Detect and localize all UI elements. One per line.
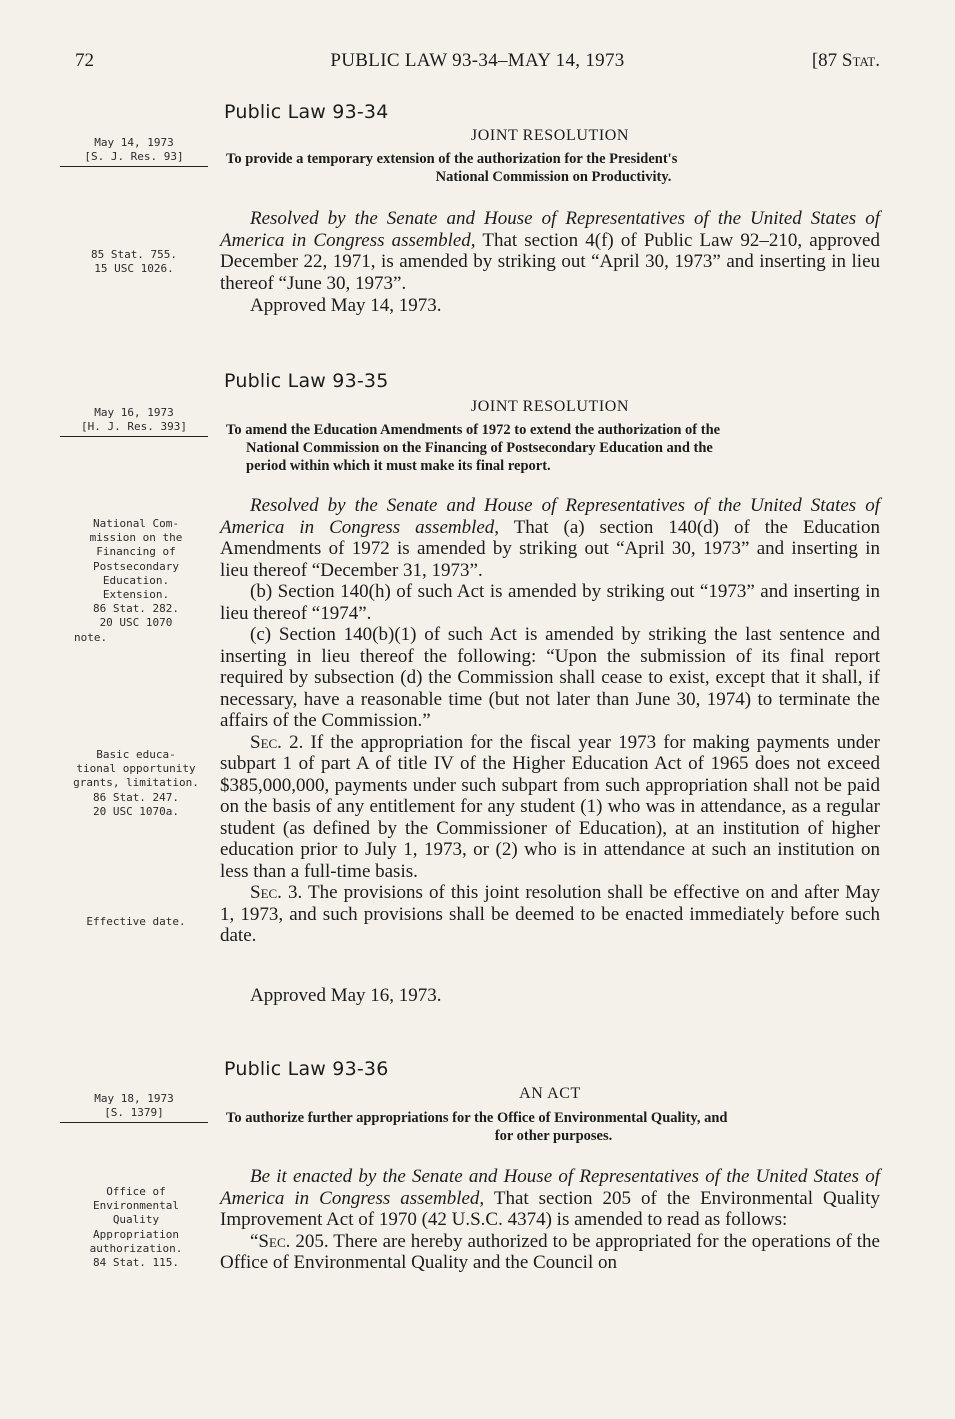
purpose-line-2: for other purposes. bbox=[494, 1128, 613, 1144]
note-line: Extension. bbox=[102, 588, 170, 602]
note-line: note. bbox=[74, 630, 108, 644]
resolving-clause: Resolved by the Senate and House of Representatives of the United States of America in Congress assembled, bbox=[220, 208, 880, 251]
joint-resolution-heading-93-35: JOINT RESOLUTION bbox=[470, 398, 630, 415]
note-line: Basic educa- bbox=[96, 748, 176, 761]
note-line: authorization. bbox=[89, 1241, 183, 1255]
approved-93-34: Approved May 14, 1973. bbox=[250, 295, 442, 316]
note-line: mission on the bbox=[89, 531, 183, 545]
note-line: Environmental bbox=[92, 1199, 180, 1213]
purpose-93-36 bbox=[226, 1109, 881, 1145]
note-line: Postsecondary bbox=[92, 559, 180, 573]
statute-abbrev: Stat. bbox=[841, 50, 880, 71]
sec-2-text: If the appropriation for the fiscal year 1973 for making payments under subpart 1 of part A of title IV of the Higher Education Act of 1965 does not exceed $385,000,000, payments under such subpart from such appropriation shall not be paid on the basis of any entitlement for any student (1) who was in attendance, as a regular student (as defined by the Commissioner of Education), at an institution of higher education prior to July 1, 1973, or (2) who is in attendance at such an institution on less than a full-time basis. bbox=[220, 731, 881, 882]
note-line: 20 USC 1070 bbox=[99, 616, 173, 630]
note-line: Appropriation bbox=[92, 1227, 180, 1241]
margin-note-effective-date: Effective date. bbox=[86, 915, 186, 928]
note-line: Education. bbox=[102, 573, 170, 587]
joint-resolution-heading-93-34: JOINT RESOLUTION bbox=[470, 127, 630, 144]
page-number: 72 bbox=[75, 50, 94, 71]
sec-205-label: “Sec. 205. bbox=[250, 1230, 329, 1252]
body-93-36 bbox=[220, 1166, 880, 1274]
purpose-line-2: National Commission on Productivity. bbox=[435, 169, 672, 185]
running-head-title: PUBLIC LAW 93-34–MAY 14, 1973 bbox=[330, 50, 625, 71]
purpose-line-1: To authorize further appropriations for the Office of Environmental Quality, and bbox=[226, 1110, 728, 1126]
body-93-35 bbox=[220, 495, 880, 947]
purpose-93-35 bbox=[226, 421, 881, 475]
margin-note-environmental bbox=[60, 1185, 212, 1270]
purpose-line-1: To amend the Education Amendments of 1972 to extend the authorization of the bbox=[226, 422, 721, 438]
law-title-93-36: Public Law 93-36 bbox=[224, 1058, 389, 1080]
statute-reference bbox=[770, 50, 880, 72]
sec-205-text: There are hereby authorized to be appropriated for the operations of the Office of Environmental Quality and the Council on bbox=[220, 1230, 880, 1273]
note-line: 86 Stat. 247. bbox=[92, 790, 180, 804]
margin-note-commission bbox=[60, 517, 212, 645]
note-line: Financing of bbox=[96, 545, 176, 559]
enacting-clause: Be it enacted by the Senate and House of Representatives of the United States of America in Congress assembled, bbox=[220, 1166, 880, 1209]
purpose-line-1: To provide a temporary extension of the authorization for the President's bbox=[226, 151, 678, 167]
purpose-93-34 bbox=[226, 150, 881, 186]
law-title-93-34: Public Law 93-34 bbox=[224, 101, 389, 123]
body-text: That section 205 of the Environmental Quality Improvement Act of 1970 (42 U.S.C. 4374) is amended to read as follows: bbox=[220, 1187, 880, 1230]
statute-prefix: [87 bbox=[811, 50, 842, 71]
act-heading-93-36: AN ACT bbox=[519, 1085, 581, 1102]
para-a: That (a) section 140(d) of the Education Amendments of 1972 is amended by striking out “April 30, 1973” and inserting in lieu thereof “December 31, 1973”. bbox=[220, 516, 880, 581]
note-line: 15 USC 1026. bbox=[94, 262, 174, 275]
margin-note-93-34 bbox=[64, 248, 204, 276]
body-93-34 bbox=[220, 208, 880, 294]
note-line: 85 Stat. 755. bbox=[90, 248, 178, 261]
note-line: tional opportunity bbox=[76, 762, 196, 776]
resolving-clause: Resolved by the Senate and House of Representatives of the United States of America in Congress assembled, bbox=[220, 495, 880, 538]
margin-date-93-35: May 16, 1973 bbox=[94, 406, 174, 419]
note-line: grants, limitation. bbox=[73, 776, 199, 790]
purpose-line-2: National Commission on the Financing of Postsecondary Education and the bbox=[246, 440, 713, 456]
note-line: Quality bbox=[112, 1213, 160, 1227]
approved-93-35: Approved May 16, 1973. bbox=[250, 985, 442, 1006]
note-line: 84 Stat. 115. bbox=[92, 1256, 180, 1270]
margin-date-93-34: May 14, 1973 bbox=[94, 136, 174, 149]
note-line: 20 USC 1070a. bbox=[92, 804, 180, 818]
sec-3-text: The provisions of this joint resolution shall be effective on and after May 1, 1973, and such provisions shall be deemed to be enacted immediately before such date. bbox=[220, 882, 880, 946]
note-line: Office of bbox=[106, 1185, 166, 1198]
para-c: (c) Section 140(b)(1) of such Act is amended by striking the last sentence and inserting in lieu thereof the following: “Upon the submission of its final report required by subsection (d) the Commission shall cease to exist, except that it shall, if necessary, have a reasonable time (but not later than June 30, 1974) to terminate the affairs of the Commission.” bbox=[220, 624, 880, 731]
body-text: That section 4(f) of Public Law 92–210, approved December 22, 1971, is amended by striking out “April 30, 1973” and inserting in lieu thereof “June 30, 1973”. bbox=[220, 229, 880, 294]
law-title-93-35: Public Law 93-35 bbox=[224, 370, 389, 392]
sec-2-label: Sec. 2. bbox=[250, 731, 304, 753]
note-line: 86 Stat. 282. bbox=[92, 602, 180, 616]
margin-bill-93-36: [S. 1379] bbox=[60, 1106, 208, 1123]
para-b: (b) Section 140(h) of such Act is amended by striking out “1973” and inserting in lieu thereof “1974”. bbox=[220, 581, 880, 624]
margin-note-grants bbox=[60, 748, 212, 819]
note-line: National Com- bbox=[92, 517, 180, 530]
margin-bill-93-35: [H. J. Res. 393] bbox=[60, 420, 208, 437]
purpose-line-3: period within which it must make its final report. bbox=[246, 458, 551, 474]
margin-date-93-36: May 18, 1973 bbox=[94, 1092, 174, 1105]
margin-bill-93-34: [S. J. Res. 93] bbox=[60, 150, 208, 167]
sec-3-label: Sec. 3. bbox=[250, 882, 303, 903]
